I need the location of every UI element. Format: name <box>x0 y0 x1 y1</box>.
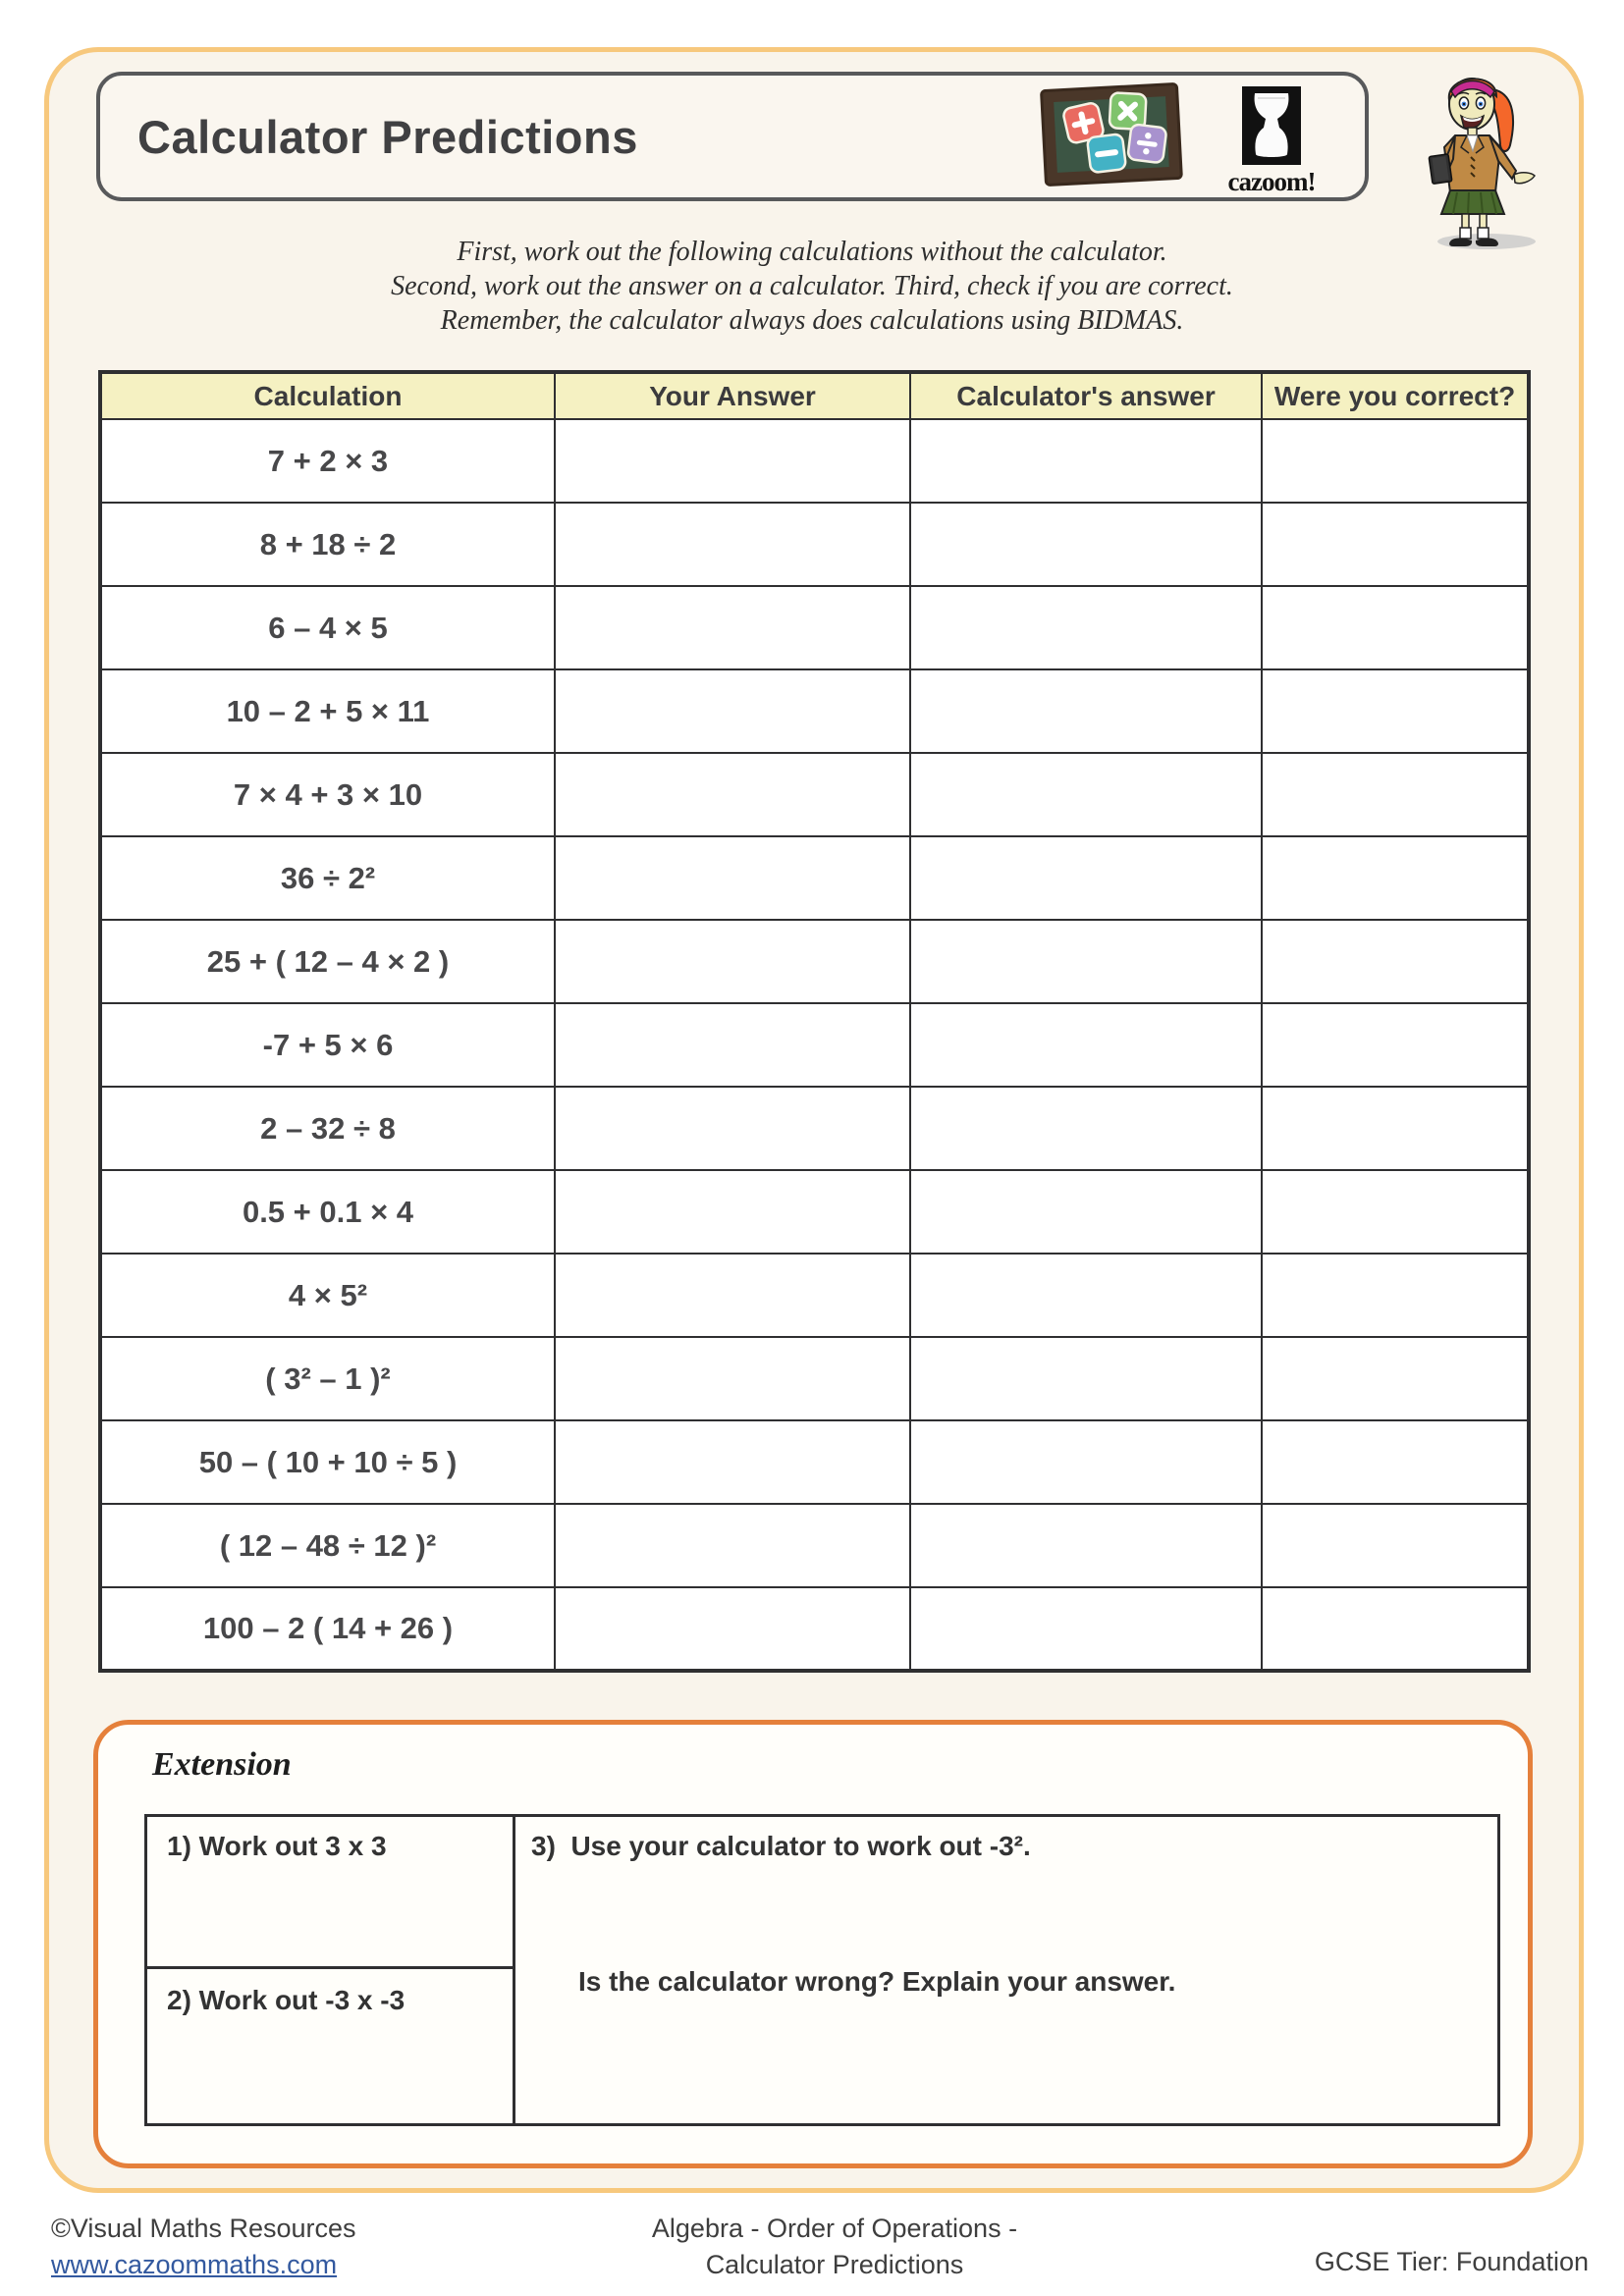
table-row <box>100 920 1529 1003</box>
your-answer-cell <box>555 419 910 503</box>
your-answer-cell <box>555 1170 910 1254</box>
calculator-answer-cell <box>910 1003 1262 1087</box>
extension-q2: 2) Work out -3 x -3 <box>167 1985 406 2015</box>
your-answer-cell <box>555 1337 910 1420</box>
table-row <box>100 1337 1529 1420</box>
math-operations-chalkboard-icon <box>1037 79 1186 197</box>
table-row <box>100 1587 1529 1671</box>
table-row <box>100 1170 1529 1254</box>
calculator-answer-cell <box>910 1587 1262 1671</box>
calculator-answer-cell <box>910 1504 1262 1587</box>
extension-table <box>144 1814 1500 2126</box>
calculation-cell: 10 – 2 + 5 × 11 <box>100 669 555 753</box>
instructions-line-2: Second, work out the answer on a calculator. Third, check if you are correct. <box>391 271 1233 301</box>
table-header-row <box>100 372 1529 419</box>
calculation-cell: 2 – 32 ÷ 8 <box>100 1087 555 1170</box>
copyright-text: ©Visual Maths Resources <box>51 2214 356 2243</box>
calculator-answer-cell <box>910 669 1262 753</box>
correct-cell <box>1262 1504 1529 1587</box>
correct-cell <box>1262 836 1529 920</box>
instructions-line-1: First, work out the following calculations without the calculator. <box>457 237 1167 267</box>
calculation-cell: 50 – ( 10 + 10 ÷ 5 ) <box>100 1420 555 1504</box>
website-link[interactable]: www.cazoommaths.com <box>51 2250 338 2279</box>
correct-cell <box>1262 753 1529 836</box>
calculations-table <box>98 370 1531 1673</box>
calculation-cell: 25 + ( 12 – 4 × 2 ) <box>100 920 555 1003</box>
your-answer-cell <box>555 1003 910 1087</box>
header-your-answer: Your Answer <box>555 372 910 419</box>
gcse-tier-label: GCSE Tier: Foundation <box>1314 2247 1589 2276</box>
extension-q1-cell <box>147 1817 513 1969</box>
calculation-cell: 36 ÷ 2² <box>100 836 555 920</box>
cazoom-logo-text: cazoom! <box>1227 167 1316 196</box>
correct-cell <box>1262 419 1529 503</box>
calculator-answer-cell <box>910 586 1262 669</box>
header-were-you-correct: Were you correct? <box>1262 372 1529 419</box>
calculation-cell: 8 + 18 ÷ 2 <box>100 503 555 586</box>
correct-cell <box>1262 669 1529 753</box>
correct-cell <box>1262 1087 1529 1170</box>
correct-cell <box>1262 1170 1529 1254</box>
calculation-cell: 100 – 2 ( 14 + 26 ) <box>100 1587 555 1671</box>
calculator-answer-cell <box>910 753 1262 836</box>
calculator-answer-cell <box>910 503 1262 586</box>
your-answer-cell <box>555 1254 910 1337</box>
your-answer-cell <box>555 836 910 920</box>
correct-cell <box>1262 586 1529 669</box>
table-row <box>100 1003 1529 1087</box>
calculation-cell: ( 12 – 48 ÷ 12 )² <box>100 1504 555 1587</box>
correct-cell <box>1262 920 1529 1003</box>
calculation-cell: 6 – 4 × 5 <box>100 586 555 669</box>
extension-section <box>93 1720 1533 2168</box>
extension-left-column <box>147 1817 515 2123</box>
cazoom-logo <box>1220 86 1323 197</box>
calculation-cell: ( 3² – 1 )² <box>100 1337 555 1420</box>
your-answer-cell <box>555 753 910 836</box>
schoolgirl-mascot-illustration <box>1418 61 1549 258</box>
correct-cell <box>1262 1337 1529 1420</box>
your-answer-cell <box>555 1587 910 1671</box>
your-answer-cell <box>555 669 910 753</box>
correct-cell <box>1262 1003 1529 1087</box>
footer-topic <box>511 2211 1159 2283</box>
calculator-answer-cell <box>910 1170 1262 1254</box>
correct-cell <box>1262 1587 1529 1671</box>
extension-q3-cell <box>515 1817 1497 2123</box>
table-row <box>100 1504 1529 1587</box>
instructions-text <box>95 235 1529 338</box>
table-row <box>100 669 1529 753</box>
correct-cell <box>1262 1254 1529 1337</box>
footer-left <box>51 2211 356 2283</box>
correct-cell <box>1262 503 1529 586</box>
calculation-cell: 7 × 4 + 3 × 10 <box>100 753 555 836</box>
extension-q3: 3) Use your calculator to work out -3². <box>531 1831 1031 1861</box>
extension-q1: 1) Work out 3 x 3 <box>167 1831 387 1861</box>
calculator-answer-cell <box>910 836 1262 920</box>
your-answer-cell <box>555 1420 910 1504</box>
calculator-answer-cell <box>910 1337 1262 1420</box>
calculator-answer-cell <box>910 1087 1262 1170</box>
calculation-cell: 4 × 5² <box>100 1254 555 1337</box>
instructions-line-3: Remember, the calculator always does calculations using BIDMAS. <box>440 305 1184 336</box>
extension-title: Extension <box>152 1746 292 1783</box>
table-row <box>100 1254 1529 1337</box>
page-title: Calculator Predictions <box>137 110 638 163</box>
your-answer-cell <box>555 586 910 669</box>
table-row <box>100 1087 1529 1170</box>
your-answer-cell <box>555 503 910 586</box>
calculation-cell: -7 + 5 × 6 <box>100 1003 555 1087</box>
your-answer-cell <box>555 1504 910 1587</box>
extension-q3-followup: Is the calculator wrong? Explain your answer. <box>578 1966 1176 1997</box>
calculator-answer-cell <box>910 1420 1262 1504</box>
table-row <box>100 753 1529 836</box>
your-answer-cell <box>555 920 910 1003</box>
table-row <box>100 586 1529 669</box>
calculator-answer-cell <box>910 920 1262 1003</box>
correct-cell <box>1262 1420 1529 1504</box>
header-calculation: Calculation <box>100 372 555 419</box>
table-row <box>100 1420 1529 1504</box>
calculation-cell: 0.5 + 0.1 × 4 <box>100 1170 555 1254</box>
calculator-answer-cell <box>910 419 1262 503</box>
table-row <box>100 836 1529 920</box>
topic-line-2: Calculator Predictions <box>705 2250 964 2279</box>
your-answer-cell <box>555 1087 910 1170</box>
extension-q2-cell <box>147 1969 513 2123</box>
cazoom-drum-icon <box>1242 86 1301 165</box>
topic-line-1: Algebra - Order of Operations - <box>651 2214 1018 2243</box>
table-row <box>100 503 1529 586</box>
calculator-answer-cell <box>910 1254 1262 1337</box>
calculation-cell: 7 + 2 × 3 <box>100 419 555 503</box>
header-calculator-answer: Calculator's answer <box>910 372 1262 419</box>
table-row <box>100 419 1529 503</box>
